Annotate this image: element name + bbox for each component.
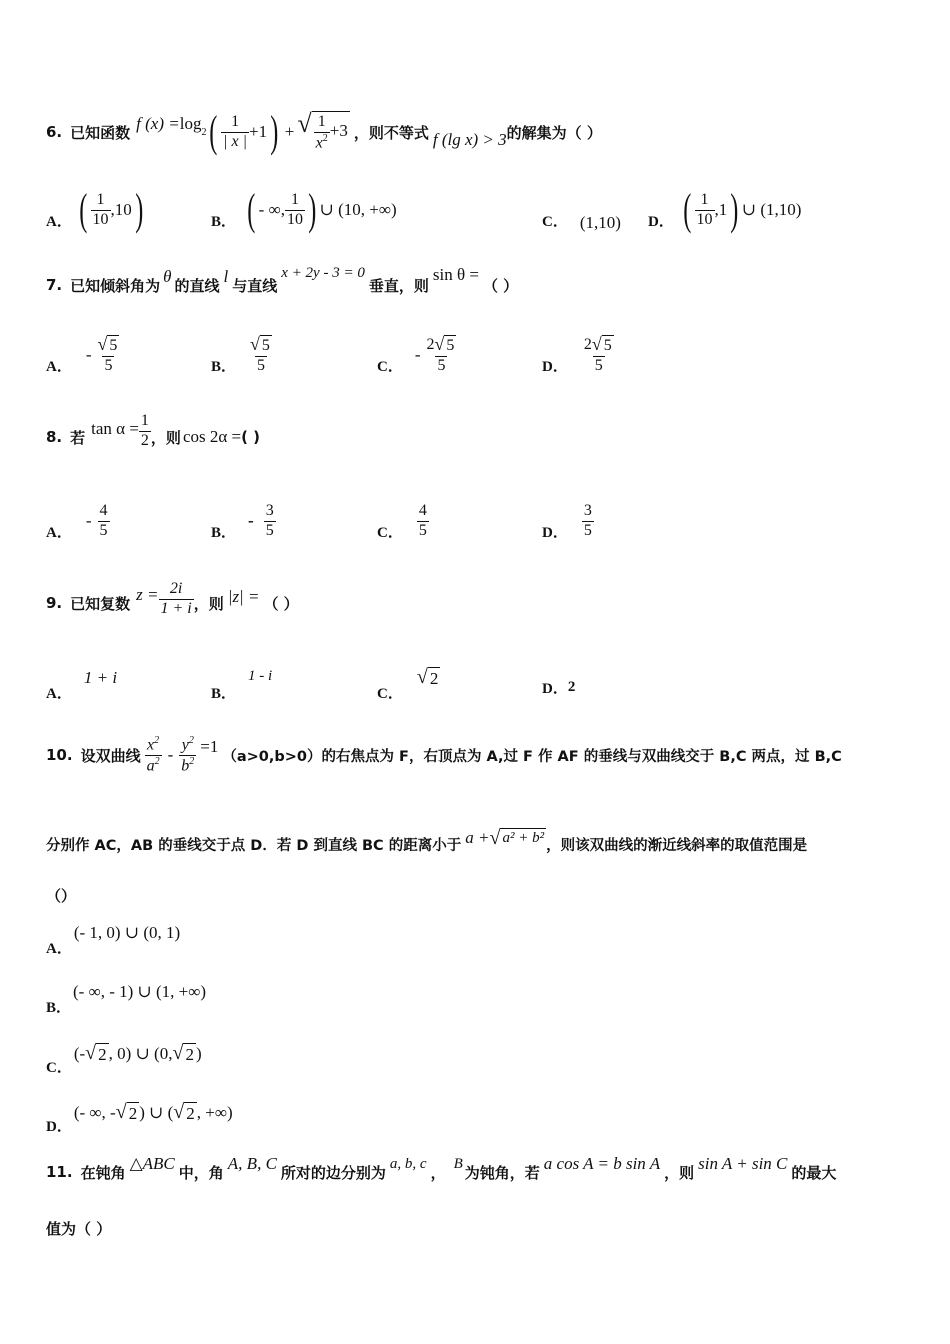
q11-number: 11. xyxy=(46,1163,73,1181)
q6-plus: + xyxy=(284,122,295,141)
q9-option-b[interactable]: B． 1 - i xyxy=(211,667,273,702)
q8-option-c[interactable]: C． $\frac{4}{5}$ xyxy=(377,502,427,541)
q10-option-c[interactable]: C． (- √ 2 , 0) ∪ (0, √ 2 ) xyxy=(46,1042,202,1076)
q6-log: log xyxy=(179,114,202,133)
q6-ineq: f (lg x) > 3 xyxy=(432,130,507,149)
q6-option-a[interactable]: A． ( $\frac{1}{10}$ ,10 ) xyxy=(46,185,144,234)
q6-stem xyxy=(46,102,602,162)
q9-stem: 9. 已知复数 z = $\frac{2i}{1 + i}$ ，则 |z| = （ ） xyxy=(46,580,299,617)
q8-option-d[interactable]: D． $\frac{3}{5}$ xyxy=(542,502,592,541)
q7-option-b[interactable]: B． √ 5 5 xyxy=(211,334,270,375)
q6-stem-c: 的解集为（ ） xyxy=(506,123,602,142)
q7-option-c[interactable]: C． - 2 √ 5 5 xyxy=(377,334,455,375)
q7-option-a[interactable]: A． - √ 5 5 xyxy=(46,334,118,375)
q6-log-base: 2 xyxy=(201,126,207,138)
q6-sqrt: √ $\frac{1}{x^2}$ +3 xyxy=(297,109,348,152)
q9-option-a[interactable]: A． 1 + i xyxy=(46,668,118,702)
q6-stem-b: ，则不等式 xyxy=(353,123,429,142)
q6-option-c[interactable]: C． (1,10) xyxy=(542,213,621,232)
q9-option-c[interactable]: C． √ 2 xyxy=(377,666,439,702)
q7-stem: 7. 已知倾斜角为 θ 的直线 l 与直线 x + 2y - 3 = 0 垂直，则 sin θ = （ ） xyxy=(46,264,519,295)
q8-stem: 8. 若 tan α = $\frac{1}{2}$ ，则 cos 2α = ( ) xyxy=(46,412,261,449)
q6-plus-one: +1 xyxy=(249,122,268,141)
q6-fx: f (x) = xyxy=(136,114,180,133)
q11-stem-line1: 11. 在钝角 △ABC 中，角 A, B, C 所对的边分别为 a, b, c ， B 为钝角，若 a cos A = b sin A ，则 sin A + sin C 的最大 xyxy=(46,1154,837,1182)
q6-number: 6. xyxy=(46,123,63,141)
q10-stem-line2: 分别作 AC，AB 的垂线交于点 D．若 D 到直线 BC 的距离小于 a + √ a² + b² ，则该双曲线的渐近线斜率的取值范围是 xyxy=(46,827,808,854)
q7-option-d[interactable]: D． 2 √ 5 5 xyxy=(542,334,612,375)
q6-option-d[interactable]: D． ( $\frac{1}{10}$ ,1 ) ∪ (1,10) xyxy=(648,185,802,234)
q9-option-d[interactable]: D． 2 xyxy=(542,678,576,697)
q10-option-d[interactable]: D． (- ∞, - √ 2 ) ∪ ( √ 2 , +∞) xyxy=(46,1101,233,1135)
q11-stem-line2: 值为（ ） xyxy=(46,1220,112,1238)
q6-paren-close: ) xyxy=(270,107,279,156)
q7-number: 7. xyxy=(46,276,63,294)
q10-option-b[interactable]: B． (- ∞, - 1) ∪ (1, +∞) xyxy=(46,982,207,1016)
q6-option-b[interactable]: B． ( - ∞, $\frac{1}{10}$ ) ∪ (10, +∞) xyxy=(211,185,397,234)
q8-option-a[interactable]: A． - $\frac{4}{5}$ xyxy=(46,502,108,541)
q10-stem-line1: 10. 设双曲线 $\frac{x^2}{a^2}$ - $\frac{y^2}{b^2}$ =1 （a>0,b>0）的右焦点为 F，右顶点为 A,过 F 作 AF 的垂线与双曲线交于 B,C 两点，过 B,C xyxy=(46,734,842,774)
q8-number: 8. xyxy=(46,428,63,446)
q6-inner-frac: $\frac{1}{| x |}$ xyxy=(223,113,248,150)
q9-number: 9. xyxy=(46,594,63,612)
q6-paren-open: ( xyxy=(209,107,218,156)
q10-number: 10. xyxy=(46,746,73,764)
q10-option-a[interactable]: A． (- 1, 0) ∪ (0, 1) xyxy=(46,923,181,957)
q6-stem-a: 已知函数 xyxy=(70,123,131,142)
q8-option-b[interactable]: B． - $\frac{3}{5}$ xyxy=(211,502,274,541)
q10-stem-line3: （） xyxy=(46,887,77,905)
